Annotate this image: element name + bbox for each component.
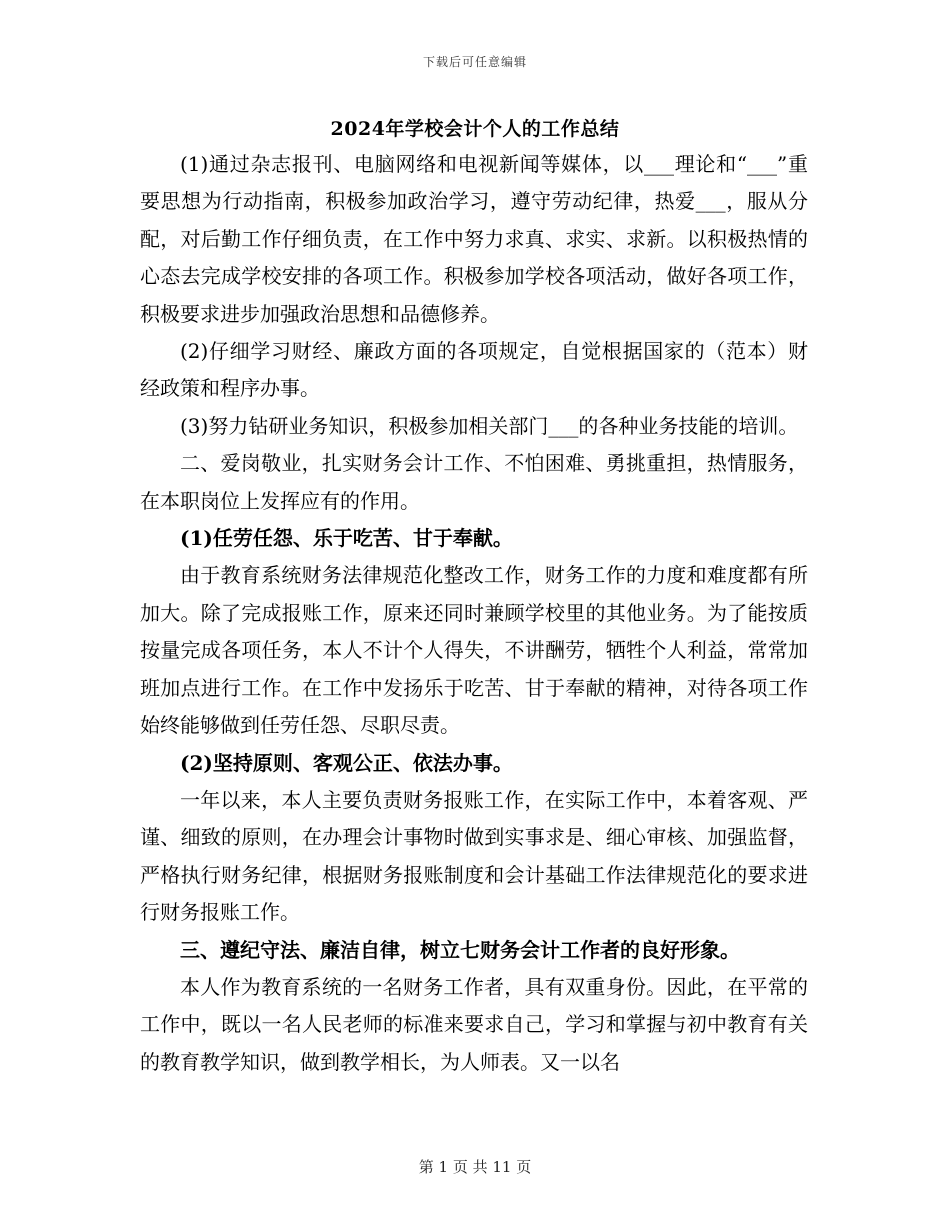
paragraph: 由于教育系统财务法律规范化整改工作，财务工作的力度和难度都有所加大。除了完成报账工作，原来还同时兼顾学校里的其他业务。为了能按质按量完成各项任务，本人不计个人得失，不讲酬劳，牺牲个人利益，常常加班加点进行工作。在工作中发扬乐于吃苦、甘于奉献的精神，对待各项工作始终能够做到任劳任怨、尽职尽责。	[140, 563, 808, 738]
paragraph: (3)努力钻研业务知识，积极参加相关部门___的各种业务技能的培训。	[180, 413, 799, 438]
section-heading: 三、遵纪守法、廉洁自律，树立七财务会计工作者的良好形象。	[180, 937, 740, 962]
paragraph: (1)通过杂志报刊、电脑网络和电视新闻等媒体，以___理论和“___”重要思想为行动指南，积极参加政治学习，遵守劳动纪律，热爱___，服从分配，对后勤工作仔细负责，在工作中努力求真、求实、求新。以积极热情的心态去完成学校安排的各项工作。积极参加学校各项活动，做好各项工作，积极要求进步加强政治思想和品德修养。	[140, 152, 808, 326]
document-title: 2024年学校会计个人的工作总结	[330, 118, 620, 140]
paragraph: 一年以来，本人主要负责财务报账工作，在实际工作中，本着客观、严谨、细致的原则，在办理会计事物时做到实事求是、细心审核、加强监督，严格执行财务纪律，根据财务报账制度和会计基础工作法律规范化的要求进行财务报账工作。	[140, 787, 808, 925]
paragraph: (2)仔细学习财经、廉政方面的各项规定，自觉根据国家的（范本）财经政策和程序办事。	[140, 339, 808, 401]
page-footer: 第 1 页 共 11 页	[418, 1158, 532, 1176]
paragraph: 本人作为教育系统的一名财务工作者，具有双重身份。因此，在平常的工作中，既以一名人民老师的标准来要求自己，学习和掌握与初中教育有关的教育教学知识，做到教学相长，为人师表。又一以名	[140, 974, 808, 1074]
section-heading: (1)任劳任怨、乐于吃苦、甘于奉献。	[180, 526, 513, 551]
section-heading: (2)坚持原则、客观公正、依法办事。	[180, 750, 513, 775]
document-body	[140, 146, 808, 1081]
page-header-note: 下载后可任意编辑	[422, 55, 527, 69]
paragraph: 二、爱岗敬业，扎实财务会计工作、不怕困难、勇挑重担，热情服务，在本职岗位上发挥应有的作用。	[140, 451, 808, 513]
